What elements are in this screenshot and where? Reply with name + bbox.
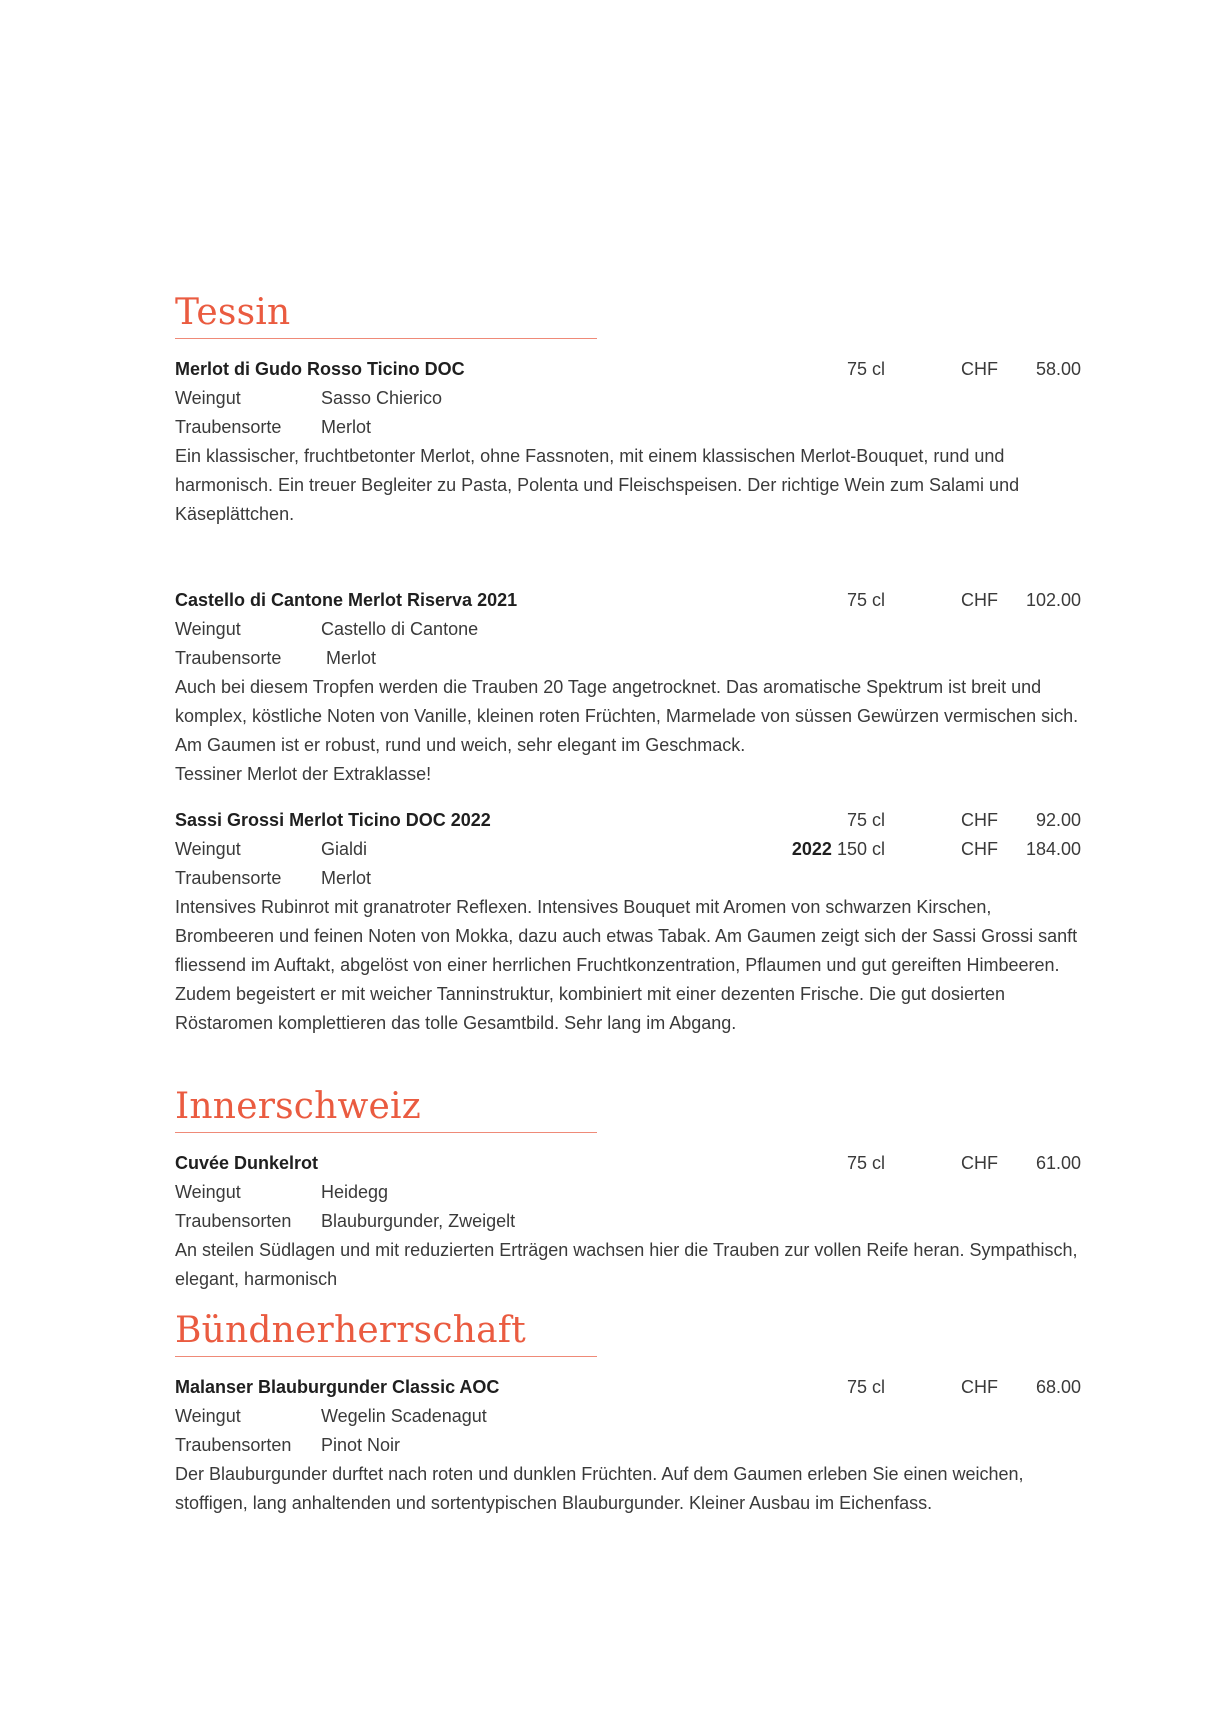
- section-title-tessin: Tessin: [175, 292, 291, 333]
- winery-value: Gialdi: [321, 839, 368, 859]
- wine-entry: [175, 806, 1081, 1038]
- wine-entry: [175, 1149, 1081, 1294]
- magnum-year: 2022: [791, 839, 832, 859]
- section-divider: [175, 1356, 597, 1357]
- wine-currency: CHF: [961, 359, 998, 379]
- wine-volume: 75 cl: [846, 359, 885, 379]
- wine-name: Merlot di Gudo Rosso Ticino DOC: [175, 359, 465, 379]
- wine-price: 102.00: [1025, 590, 1081, 610]
- magnum-size: 150 cl: [836, 839, 885, 859]
- wine-currency: CHF: [961, 810, 998, 830]
- wine-entry: [175, 586, 1081, 789]
- grape-value: Blauburgunder, Zweigelt: [321, 1211, 516, 1231]
- wine-name: Sassi Grossi Merlot Ticino DOC 2022: [175, 810, 491, 830]
- section-divider: [175, 1132, 597, 1133]
- wine-entry: [175, 1373, 1081, 1518]
- wine-description: Der Blauburgunder durftet nach roten und dunklen Früchten. Auf dem Gaumen erleben Sie einen weichen, stoffigen, lang anhaltenden und sortentypischen Blauburgunder. Kleiner Ausbau im Eichenfass.: [175, 1464, 1024, 1513]
- grape-label: Traubensorten: [175, 1435, 292, 1455]
- wine-price: 68.00: [1035, 1377, 1081, 1397]
- grape-label: Traubensorte: [175, 417, 282, 437]
- winery-label: Weingut: [175, 619, 241, 639]
- section-title-buendnerherrschaft: Bündnerherrschaft: [175, 1310, 526, 1351]
- wine-description: Auch bei diesem Tropfen werden die Trauben 20 Tage angetrocknet. Das aromatische Spektrum ist breit und komplex, köstliche Noten von Vanille, kleinen roten Früchten, Marmelade von süssen Gewürzen vermischen sich. Am Gaumen ist er robust, rund und weich, sehr elegant im Geschmack.: [175, 677, 1079, 755]
- wine-volume: 75 cl: [846, 1153, 885, 1173]
- winery-value: Wegelin Scadenagut: [321, 1406, 487, 1426]
- wine-entry: [175, 355, 1081, 529]
- winery-value: Heidegg: [321, 1182, 389, 1202]
- winery-label: Weingut: [175, 1406, 241, 1426]
- wine-currency: CHF: [961, 590, 998, 610]
- magnum-price: 184.00: [1025, 839, 1081, 859]
- wine-list: [175, 290, 1081, 1518]
- magnum-volume: [792, 835, 885, 864]
- wine-name: Castello di Cantone Merlot Riserva 2021: [175, 590, 518, 610]
- section-title-innerschweiz: Innerschweiz: [175, 1086, 421, 1127]
- grape-value: Pinot Noir: [321, 1435, 401, 1455]
- grape-label: Traubensorte: [175, 868, 282, 888]
- winery-label: Weingut: [175, 839, 241, 859]
- wine-name: Malanser Blauburgunder Classic AOC: [175, 1377, 500, 1397]
- grape-value: Merlot: [326, 648, 377, 668]
- grape-value: Merlot: [321, 417, 372, 437]
- wine-price: 58.00: [1035, 359, 1081, 379]
- wine-description: Intensives Rubinrot mit granatroter Reflexen. Intensives Bouquet mit Aromen von schwarzen Kirschen, Brombeeren und feinen Noten von Mokka, dazu auch etwas Tabak. Am Gaumen zeigt sich der Sassi Grossi sanft fliessend im Auftakt, abgelöst von einer herrlichen Fruchtkonzentration, Pflaumen und gut gereiften Himbeeren. Zudem begeistert er mit weicher Tanninstruktur, kombiniert mit einer dezenten Frische. Die gut dosierten Röstaromen komplettieren das tolle Gesamtbild. Sehr lang im Abgang.: [175, 897, 1078, 1033]
- wine-currency: CHF: [961, 1377, 998, 1397]
- wine-volume: 75 cl: [846, 810, 885, 830]
- grape-label: Traubensorten: [175, 1211, 292, 1231]
- wine-name: Cuvée Dunkelrot: [175, 1153, 319, 1173]
- winery-value: Sasso Chierico: [321, 388, 443, 408]
- wine-currency: CHF: [961, 1153, 998, 1173]
- winery-label: Weingut: [175, 388, 241, 408]
- wine-description: An steilen Südlagen und mit reduzierten Erträgen wachsen hier die Trauben zur vollen Reife heran. Sympathisch, elegant, harmonisch: [175, 1240, 1078, 1289]
- wine-description: Ein klassischer, fruchtbetonter Merlot, ohne Fassnoten, mit einem klassischen Merlot-Bouquet, rund und harmonisch. Ein treuer Begleiter zu Pasta, Polenta und Fleischspeisen. Der richtige Wein zum Salami und Käseplättchen.: [175, 446, 1020, 524]
- wine-price: 61.00: [1035, 1153, 1081, 1173]
- wine-volume: 75 cl: [846, 1377, 885, 1397]
- wine-volume: 75 cl: [846, 590, 885, 610]
- winery-label: Weingut: [175, 1182, 241, 1202]
- grape-value: Merlot: [321, 868, 372, 888]
- magnum-currency: CHF: [961, 839, 998, 859]
- section-divider: [175, 338, 597, 339]
- winery-value: Castello di Cantone: [321, 619, 479, 639]
- grape-label: Traubensorte: [175, 648, 282, 668]
- wine-description-extra: Tessiner Merlot der Extraklasse!: [175, 764, 432, 784]
- wine-price: 92.00: [1035, 810, 1081, 830]
